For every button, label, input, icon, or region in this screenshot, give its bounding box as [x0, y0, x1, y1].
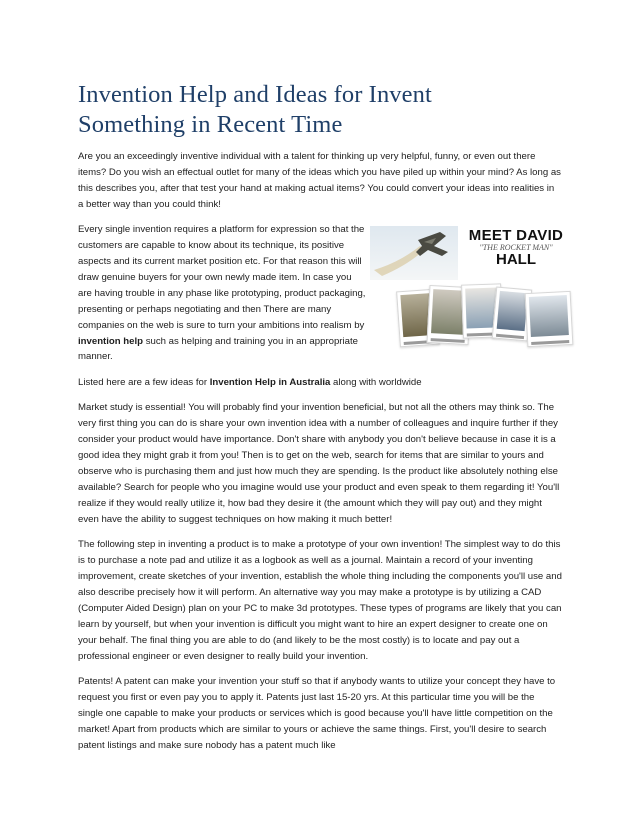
ideas-intro-paragraph: Listed here are a few ideas for Invention Help in Australia along with worldwide: [78, 376, 422, 388]
meet-david-hall-image: [370, 226, 572, 346]
photo-collage: [398, 284, 572, 346]
patents-paragraph: Patents! A patent can make your invention your stuff so that if anybody wants to utilize your concept they have to request you first or even pay you to apply it. Patents just last 15-20 yrs. At this particular time you will be the single one capable to make your products or services which is good because you'll have little competition on the market! Apart from products which are similar to yours or achieve the same things. First, you'll desire to search patent listings and make sure nobody has a patent much like: [78, 676, 556, 751]
document-page: [78, 80, 562, 763]
intro-paragraph: Are you an exceedingly inventive individual with a talent for thinking up very helpful, funny, or even out there items? Do you wish an effectual outlet for many of the ideas which you have piled up within your mind? As long as this describes you, after that test your hand at making actual items? You could convert your ideas into realities in a better way than you could think!: [78, 151, 561, 210]
meet-david-hall-banner: [464, 228, 568, 274]
polaroid-photo-5: [525, 291, 574, 347]
rocket-man-jet-image: [370, 226, 458, 280]
platform-paragraph: Every single invention requires a platform for expression so that the customers are capable to know about its technique, its positive aspects and its current market position etc. For that reason this will draw genuine buyers for your own newly made item. In case you are having trouble in any phase like prototyping, product packaging, presenting or perhaps negotiating and then There are many companies on the web is sure to turn your ambitions into realism by invention help such as helping and training you in an appropriate manner.: [78, 224, 366, 363]
title-line-2: Something in Recent Time: [78, 111, 343, 138]
invention-help-link[interactable]: invention help: [78, 335, 144, 347]
invention-help-australia-link[interactable]: Invention Help in Australia: [209, 376, 331, 388]
market-study-paragraph: Market study is essential! You will probably find your invention beneficial, but not all the others may think so. The very first thing you can do is share your own invention idea with a number of colleagues and inquire further if they consider your product would have importance. Don't share with anybody you don't believe because in case it is a good idea they might grab it from you! Then is to get on the web, search for items that are similar to yours and observe who is purchasing them and just how much they are spending. Is the product like absolutely nothing else available? Search for people who you imagine would use your product and even speak to them regarding it! You'll realize if they would really utilize it, how bad they desire it (the amount which they will pay out) and they might even have the ability to suggest techniques on how making it much better!: [78, 402, 560, 525]
banner-hall: HALL: [496, 251, 536, 269]
title-line-1: Invention Help and Ideas for Invent: [78, 81, 432, 108]
banner-rocket-man: "THE ROCKET MAN": [479, 243, 553, 253]
banner-meet-david: MEET DAVID: [468, 227, 564, 245]
prototype-paragraph: The following step in inventing a product is to make a prototype of your own invention! The simplest way to do this is to purchase a note pad and utilize it as a logbook as well as a journal. Maintain a record of your inventing improvement, create sketches of your invention, establish the whole thing including the components you'll use and also describe precisely how it will perform. An alternative way you may make a prototype is by utilizing a CAD (Computer Aided Design) plan on your PC to make 3d prototypes. These types of programs are likely that you can learn by yourself, but when your invention is difficult you might want to hire an expert designer to create one on your behalf. The final thing you are able to do (and likely to be the most costly) is to locate and pay out a professional engineer or even designer to really build your invention.: [78, 539, 562, 662]
page-title: [78, 80, 562, 140]
